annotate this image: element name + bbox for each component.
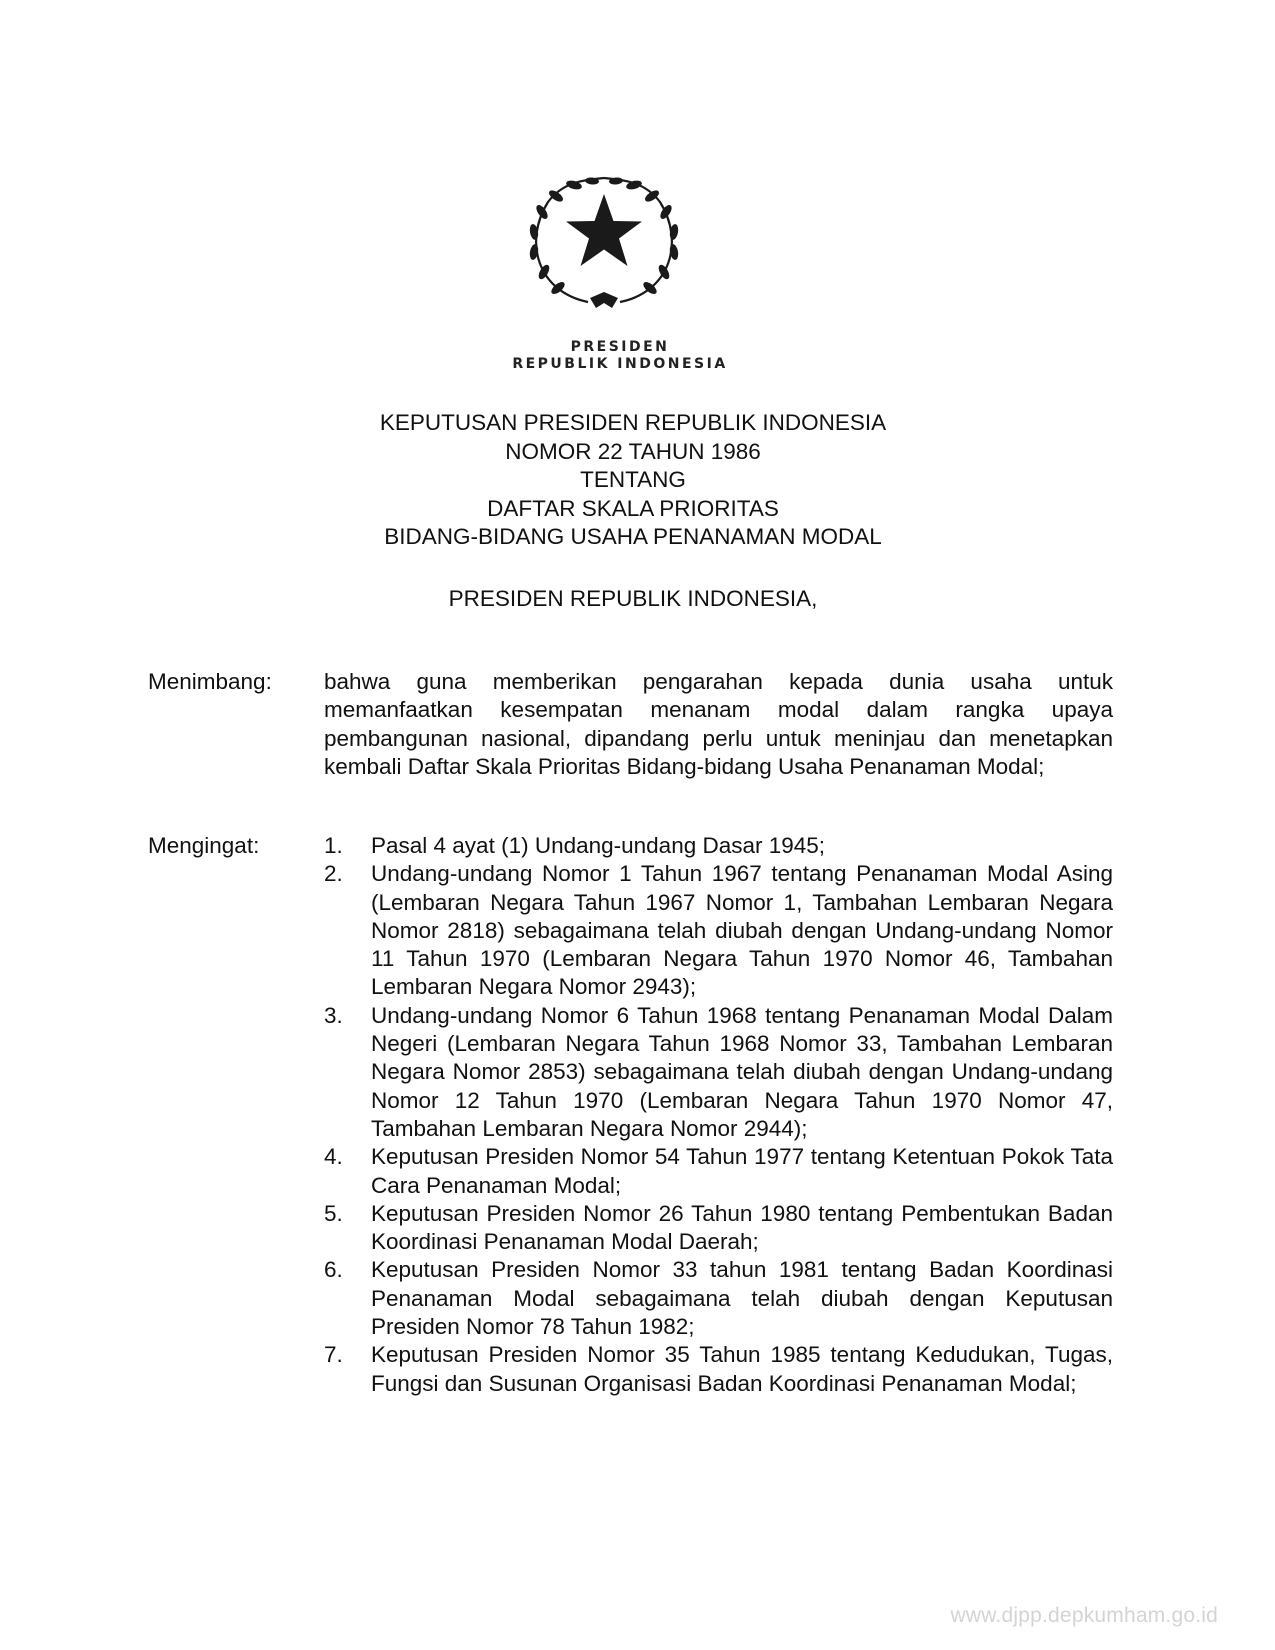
list-item [324, 1002, 1113, 1143]
title-line: TENTANG [580, 467, 686, 492]
list-item-text: Pasal 4 ayat (1) Undang-undang Dasar 1945; [371, 833, 826, 858]
emblem-caption-republik: REPUBLIK INDONESIA [512, 356, 728, 372]
mengingat-list [324, 832, 1113, 1398]
list-item [324, 860, 1113, 1001]
list-item-text: Keputusan Presiden Nomor 54 Tahun 1977 tentang Ketentuan Pokok Tata Cara Penanaman Modal; [371, 1144, 1113, 1198]
list-item-text: Undang-undang Nomor 1 Tahun 1967 tentang Penanaman Modal Asing (Lembaran Negara Tahun 1967 Nomor 1, Tambahan Lembaran Negara Nomor 2818) sebagaimana telah diubah dengan Undang-undang Nomor 11 Tahun 1970 (Lembaran Negara Tahun 1970 Nomor 46, Tambahan Lembaran Negara Nomor 2943); [371, 861, 1113, 1000]
list-item [324, 1200, 1113, 1257]
list-item-number: 7. [324, 1342, 343, 1368]
title-line: DAFTAR SKALA PRIORITAS [487, 495, 779, 521]
emblem-caption-presiden: PRESIDEN [570, 339, 670, 355]
list-item-number: 5. [324, 1200, 343, 1226]
list-item [324, 832, 1113, 860]
title-number-line: NOMOR 22 TAHUN 1986 [505, 438, 761, 464]
list-item-number: 3. [324, 1002, 343, 1028]
list-item-number: 4. [324, 1144, 343, 1170]
list-item-text: Keputusan Presiden Nomor 26 Tahun 1980 tentang Pembentukan Badan Koordinasi Penanaman Modal Daerah; [371, 1200, 1113, 1255]
list-item [324, 1256, 1113, 1341]
title-line: BIDANG-BIDANG USAHA PENANAMAN MODAL [384, 524, 882, 549]
menimbang-label: Menimbang: [148, 669, 272, 694]
menimbang-text: bahwa guna memberikan pengarahan kepada dunia usaha untuk memanfaatkan kesempatan menanam modal dalam rangka upaya pembangunan nasional, dipandang perlu untuk meninjau dan menetapkan kembali Daftar Skala Prioritas Bidang-bidang Usaha Penanaman Modal; [324, 669, 1113, 779]
addressee: PRESIDEN REPUBLIK INDONESIA, [448, 586, 818, 611]
list-item [324, 1143, 1113, 1200]
list-item-text: Keputusan Presiden Nomor 33 tahun 1981 tentang Badan Koordinasi Penanaman Modal sebagaimana telah diubah dengan Keputusan Presiden Nomor 78 Tahun 1982; [371, 1257, 1113, 1340]
list-item-number: 6. [324, 1257, 343, 1283]
list-item [324, 1341, 1113, 1398]
document-title [250, 409, 1016, 552]
presidential-emblem-icon [518, 172, 690, 314]
watermark-url: www.djpp.depkumham.go.id [950, 1604, 1218, 1627]
mengingat-label: Mengingat: [148, 833, 260, 858]
list-item-text: Undang-undang Nomor 6 Tahun 1968 tentang Penanaman Modal Dalam Negeri (Lembaran Negara Tahun 1968 Nomor 33, Tambahan Lembaran Negara Nomor 2853) sebagaimana telah diubah dengan Undang-undang Nomor 12 Tahun 1970 (Lembaran Negara Tahun 1970 Nomor 47, Tambahan Lembaran Negara Nomor 2944); [371, 1002, 1113, 1141]
list-item-number: 1. [324, 833, 343, 858]
title-line: KEPUTUSAN PRESIDEN REPUBLIK INDONESIA [379, 410, 887, 435]
list-item-text: Keputusan Presiden Nomor 35 Tahun 1985 tentang Kedudukan, Tugas, Fungsi dan Susunan Organisasi Badan Koordinasi Penanaman Modal; [371, 1342, 1113, 1396]
list-item-number: 2. [324, 861, 343, 887]
